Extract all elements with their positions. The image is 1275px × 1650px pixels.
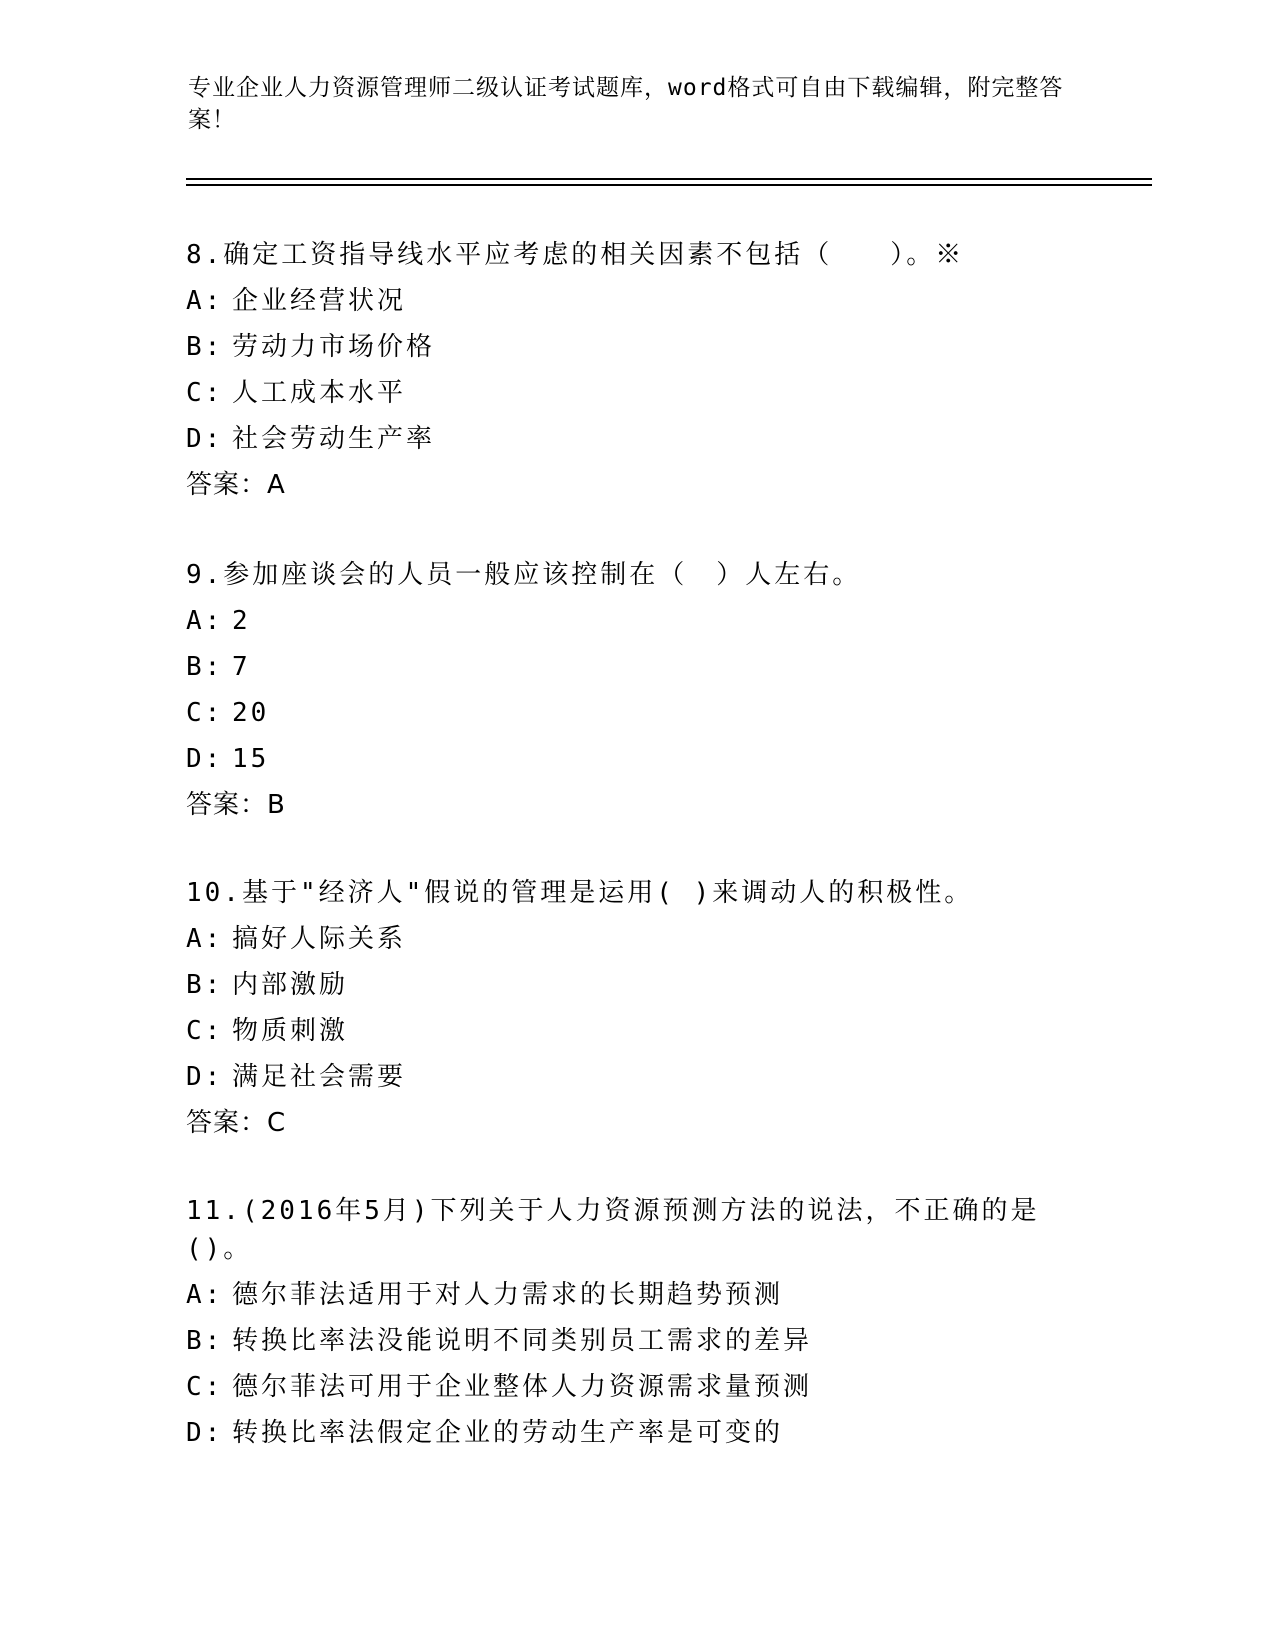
option-a <box>186 1276 1086 1322</box>
option-a <box>186 602 1086 648</box>
option-key: C: <box>186 1016 224 1046</box>
header-rule-bottom <box>186 184 1152 186</box>
option-d <box>186 740 1086 786</box>
question-title: 8.确定工资指导线水平应考虑的相关因素不包括（ ）。※ <box>186 240 965 270</box>
question-title: 10.基于"经济人"假说的管理是运用( )来调动人的积极性。 <box>186 878 974 908</box>
option-key: D: <box>186 744 224 774</box>
option-d <box>186 1414 1086 1460</box>
question-title: 11.(2016年5月)下列关于人力资源预测方法的说法，不正确的是()。 <box>186 1196 1040 1264</box>
question-title: 9.参加座谈会的人员一般应该控制在（ ）人左右。 <box>186 560 862 590</box>
option-a <box>186 282 1086 328</box>
option-key: A: <box>186 286 224 316</box>
question-11 <box>186 1192 1086 1460</box>
answer-line: 答案：C <box>186 1108 287 1138</box>
header-rule-top <box>186 178 1152 180</box>
option-text: 人工成本水平 <box>232 378 407 408</box>
option-c <box>186 1368 1086 1414</box>
option-key: D: <box>186 1418 224 1448</box>
option-text: 德尔菲法适用于对人力需求的长期趋势预测 <box>232 1280 784 1310</box>
option-text: 内部激励 <box>232 970 349 1000</box>
option-key: A: <box>186 924 224 954</box>
option-c <box>186 694 1086 740</box>
option-text: 搞好人际关系 <box>232 924 407 954</box>
answer-line: 答案：A <box>186 470 286 500</box>
option-a <box>186 920 1086 966</box>
option-text: 满足社会需要 <box>232 1062 407 1092</box>
option-key: B: <box>186 970 224 1000</box>
option-text: 劳动力市场价格 <box>232 332 436 362</box>
option-key: A: <box>186 1280 224 1310</box>
option-key: B: <box>186 1326 224 1356</box>
option-key: C: <box>186 1372 224 1402</box>
option-key: D: <box>186 424 224 454</box>
option-b <box>186 328 1086 374</box>
option-b <box>186 966 1086 1012</box>
option-d <box>186 1058 1086 1104</box>
option-text: 转换比率法假定企业的劳动生产率是可变的 <box>232 1418 784 1448</box>
option-key: C: <box>186 698 224 728</box>
option-text: 企业经营状况 <box>232 286 407 316</box>
option-key: C: <box>186 378 224 408</box>
option-b <box>186 648 1086 694</box>
option-key: D: <box>186 1062 224 1092</box>
option-key: A: <box>186 606 224 636</box>
option-d <box>186 420 1086 466</box>
option-text: 社会劳动生产率 <box>232 424 436 454</box>
option-key: B: <box>186 652 224 682</box>
option-c <box>186 374 1086 420</box>
question-10 <box>186 874 1086 1150</box>
option-text: 15 <box>232 744 270 774</box>
option-text: 2 <box>232 606 251 636</box>
question-8 <box>186 236 1086 512</box>
answer-line: 答案：B <box>186 790 286 820</box>
option-text: 20 <box>232 698 270 728</box>
option-key: B: <box>186 332 224 362</box>
option-text: 转换比率法没能说明不同类别员工需求的差异 <box>232 1326 813 1356</box>
option-text: 物质刺激 <box>232 1016 349 1046</box>
option-text: 德尔菲法可用于企业整体人力资源需求量预测 <box>232 1372 813 1402</box>
option-b <box>186 1322 1086 1368</box>
option-text: 7 <box>232 652 251 682</box>
option-c <box>186 1012 1086 1058</box>
question-9 <box>186 556 1086 832</box>
document-header: 专业企业人力资源管理师二级认证考试题库，word格式可自由下载编辑，附完整答案！ <box>188 75 1064 133</box>
